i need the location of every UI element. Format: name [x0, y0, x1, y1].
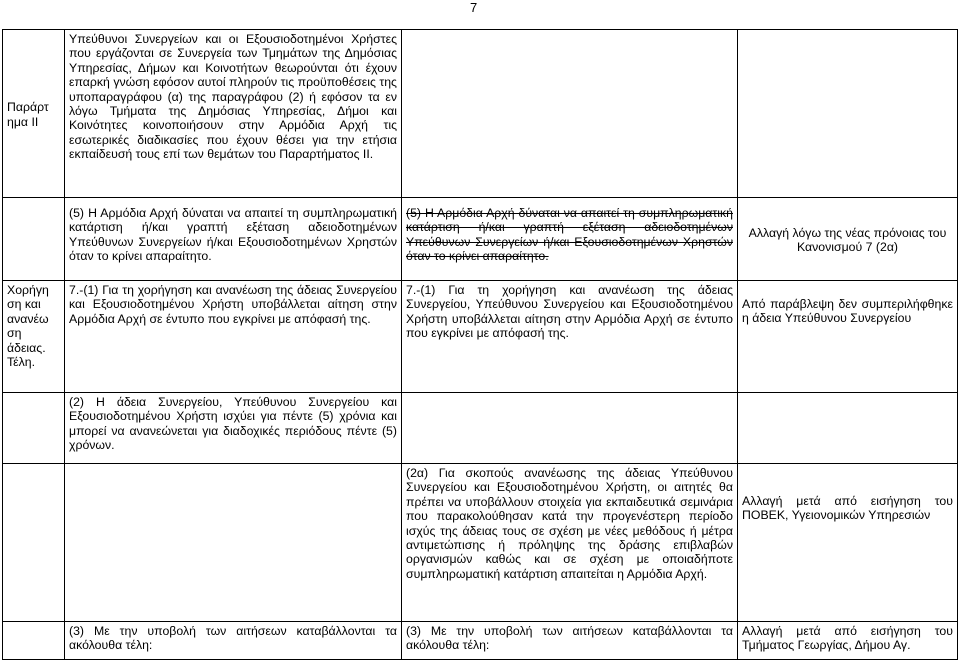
section-cell [3, 281, 65, 393]
existing-text-cell [65, 464, 402, 622]
comment-cell [738, 30, 958, 198]
table-row [3, 393, 958, 464]
comment-cell [738, 393, 958, 464]
deleted-text: (5) Η Αρμόδια Αρχή δύναται να απαιτεί τη συμπληρωματική κατάρτιση ή/και γραπτή εξέταση αδειοδοτημένων Υπεύθυνων Συνεργείων ή/και Εξουσιοδοτημένων Χρηστών όταν το κρίνει απαραίτητο. [406, 206, 733, 264]
proposed-text: 7.-(1) Για τη χορήγηση και ανανέωση της άδειας Συνεργείου, Υπεύθυνου Συνεργείου και Εξουσιοδοτημένου Χρήστη υποβάλλεται αίτηση στην Αρμόδια Αρχή σε έντυπο που εγκρίνει με απόφασή της. [406, 283, 733, 341]
comparison-table [2, 29, 958, 660]
comment-text: Αλλαγή λόγω της νέας πρόνοιας του Κανονισμού 7 (2α) [748, 225, 947, 254]
existing-text: Υπεύθυνοι Συνεργείων και οι Εξουσιοδοτημένοι Χρήστες που εργάζονται σε Συνεργεία των Τμημάτων της Δημόσιας Υπηρεσίας, Δήμων και Κοινοτήτων θεωρούνται ότι έχουν επαρκή γνώση εφόσον αυτοί πληρούν τις προϋποθέσεις της υποπαραγράφου (α) της παραγράφου (2) ή εφόσον τα εν λόγω Τμήματα της Δημόσιας Υπηρεσίας, Δήμοι και Κοινότητες κοινοποιήσουν στην Αρμόδια Αρχή τις εσωτερικές διαδικασίες που έχουν θέσει για την ετήσια εκπαίδευσή τους επί των θεμάτων του Παραρτήματος ΙΙ. [69, 32, 397, 162]
existing-text-cell [65, 281, 402, 393]
table-row [3, 464, 958, 622]
proposed-text-cell [402, 281, 738, 393]
section-cell [3, 464, 65, 622]
comment-cell [738, 464, 958, 622]
comment-text: Αλλαγή μετά από εισήγηση του Τμήματος Γεωργίας, Δήμου Αγ. [742, 624, 953, 653]
section-cell [3, 393, 65, 464]
section-label: Παράρτ ημα ΙΙ [7, 100, 49, 129]
existing-text: (3) Με την υποβολή των αιτήσεων καταβάλλονται τα ακόλουθα τέλη: [69, 624, 397, 653]
proposed-text-cell [402, 393, 738, 464]
comment-text: Από παράβλεψη δεν συμπεριλήφθηκε η άδεια Υπεύθυνου Συνεργείου [742, 297, 953, 326]
section-cell [3, 622, 65, 660]
proposed-text-cell [402, 30, 738, 198]
table-row [3, 622, 958, 660]
existing-text: (2) Η άδεια Συνεργείου, Υπεύθυνου Συνεργείου και Εξουσιοδοτημένου Χρήστη ισχύει για πέντε (5) χρόνια και μπορεί να ανανεώνεται για διαδοχικές περιόδους πέντε (5) χρόνων. [69, 395, 397, 453]
proposed-text-cell [402, 198, 738, 281]
table-row [3, 30, 958, 198]
page-number: 7 [470, 0, 478, 15]
section-label: Χορήγη ση και ανανέω ση άδειας. Τέλη. [7, 283, 49, 370]
existing-text-cell [65, 30, 402, 198]
section-cell [3, 30, 65, 198]
proposed-text: (3) Με την υποβολή των αιτήσεων καταβάλλονται τα ακόλουθα τέλη: [406, 624, 733, 653]
existing-text: (5) Η Αρμόδια Αρχή δύναται να απαιτεί τη συμπληρωματική κατάρτιση ή/και γραπτή εξέταση αδειοδοτημένων Υπεύθυνων Συνεργείων ή/και Εξουσιοδοτημένων Χρηστών όταν το κρίνει απαραίτητο. [69, 206, 397, 264]
existing-text-cell [65, 393, 402, 464]
proposed-text-cell [402, 622, 738, 660]
comment-cell [738, 198, 958, 281]
table-row [3, 281, 958, 393]
proposed-text: (2α) Για σκοπούς ανανέωσης της άδειας Υπεύθυνου Συνεργείου και Εξουσιοδοτημένου Χρήστη, οι αιτητές θα πρέπει να υποβάλλουν στοιχεία για εκπαιδευτικά σεμινάρια που παρακολούθησαν κατά την προγενέστερη περίοδο ισχύς της άδειας τους σε σχέση με νέες μεθόδους ή μέτρα αντιμετώπισης ή πρόληψης της δράσης επιβλαβών οργανισμών καθώς και σε σχέση με οποιαδήποτε συμπληρωματική κατάρτιση απαιτείται η Αρμόδια Αρχή. [406, 466, 733, 581]
existing-text-cell [65, 622, 402, 660]
existing-text-cell [65, 198, 402, 281]
table-row [3, 198, 958, 281]
existing-text: 7.-(1) Για τη χορήγηση και ανανέωση της άδειας Συνεργείου και Εξουσιοδοτημένου Χρήστη υποβάλλεται αίτηση στην Αρμόδια Αρχή σε έντυπο που εγκρίνει με απόφασή της. [69, 283, 397, 326]
comment-cell [738, 622, 958, 660]
comment-cell [738, 281, 958, 393]
comment-text: Αλλαγή μετά από εισήγηση του ΠΟΒΕΚ, Υγειονομικών Υπηρεσιών [742, 494, 953, 523]
section-cell [3, 198, 65, 281]
proposed-text-cell [402, 464, 738, 622]
